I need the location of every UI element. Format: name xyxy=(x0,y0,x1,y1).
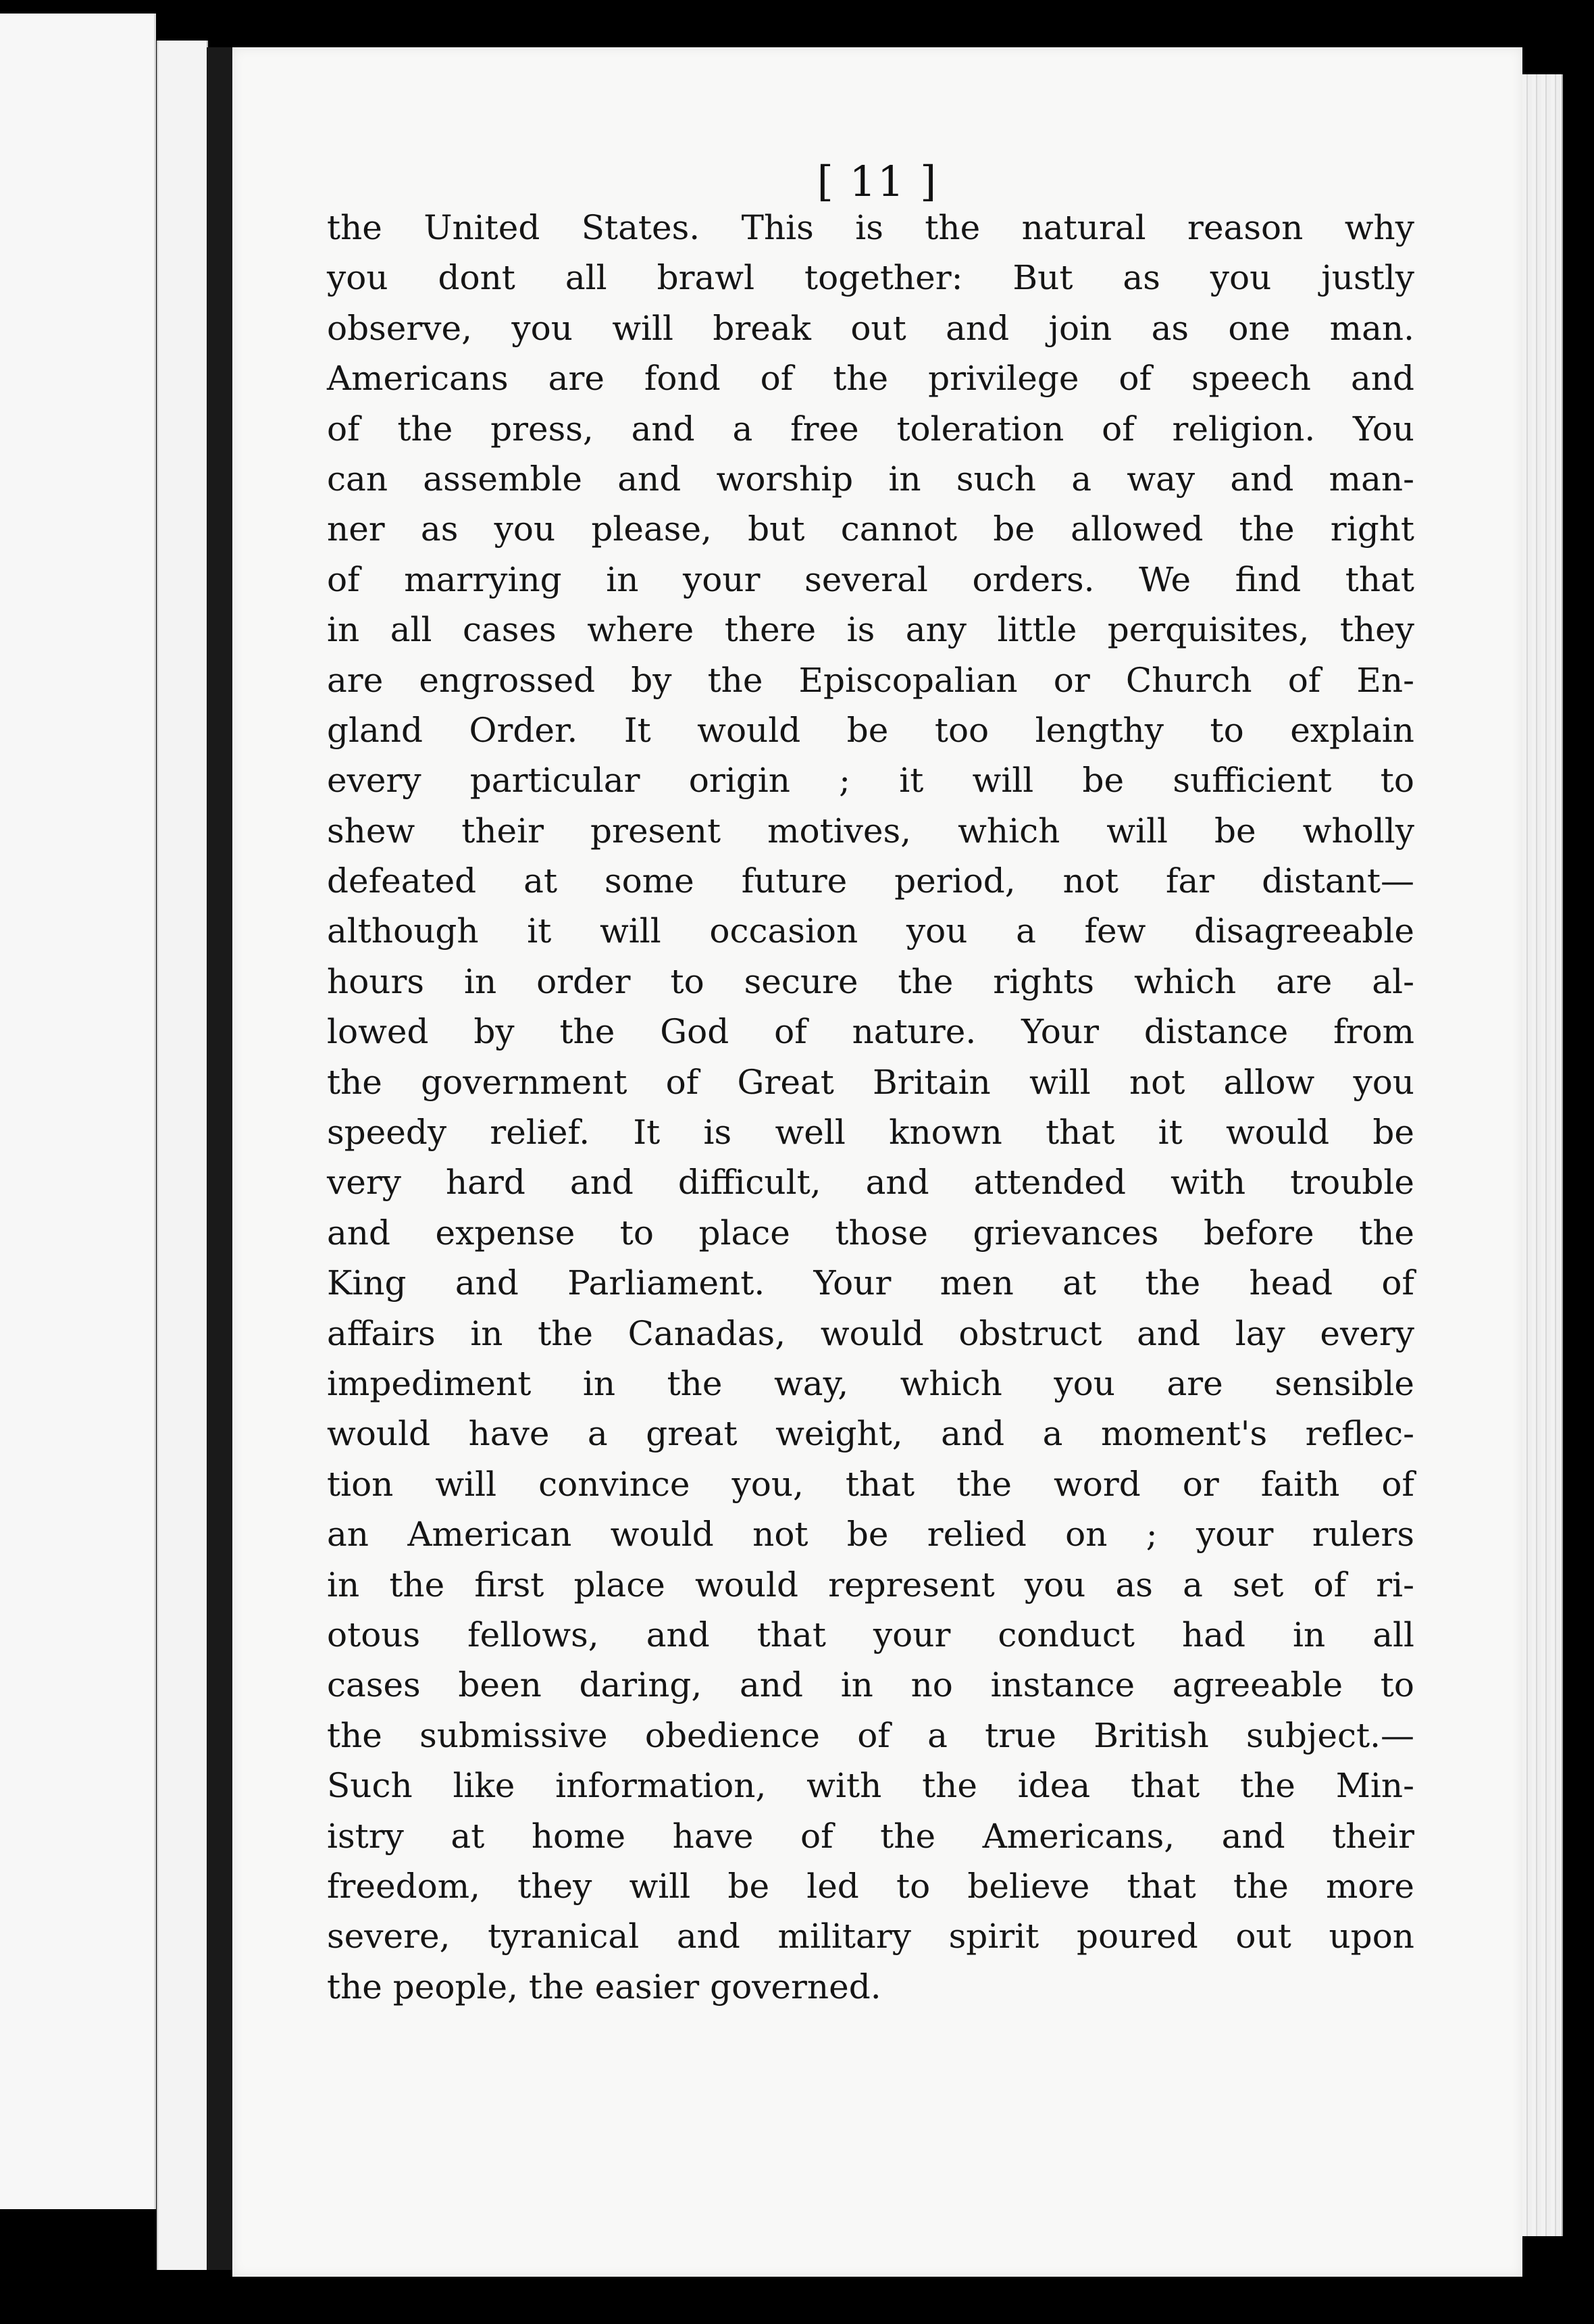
text-line: can assemble and worship in such a way and man- xyxy=(327,459,1414,499)
text-line: every particular origin ; it will be sufficient to xyxy=(327,761,1414,801)
text-line: Americans are fond of the privilege of speech and xyxy=(327,359,1414,399)
text-line: ner as you please, but cannot be allowed the right xyxy=(327,509,1414,549)
text-line: lowed by the God of nature. Your distance from xyxy=(327,1012,1414,1052)
text-line: hours in order to secure the rights which are al- xyxy=(327,961,1414,1001)
text-line: cases been daring, and in no instance agreeable to xyxy=(327,1665,1414,1705)
text-line: in the first place would represent you as a set of ri- xyxy=(327,1565,1414,1605)
body-text xyxy=(327,203,1414,2012)
text-line: King and Parliament. Your men at the head of xyxy=(327,1263,1414,1303)
text-line: the people, the easier governed. xyxy=(327,1967,881,2006)
text-line: impediment in the way, which you are sensible xyxy=(327,1363,1414,1403)
text-line: observe, you will break out and join as one man. xyxy=(327,308,1414,348)
text-line: affairs in the Canadas, would obstruct and lay every xyxy=(327,1313,1414,1353)
text-line: are engrossed by the Episcopalian or Church of En- xyxy=(327,660,1414,700)
gutter-shadow xyxy=(207,47,232,2270)
text-line: gland Order. It would be too lengthy to explain xyxy=(327,710,1414,750)
text-line: in all cases where there is any little perquisites, they xyxy=(327,610,1414,650)
text-line: tion will convince you, that the word or faith of xyxy=(327,1464,1414,1504)
text-line: you dont all brawl together: But as you justly xyxy=(327,258,1414,298)
text-line: the United States. This is the natural reason why xyxy=(327,208,1414,247)
text-line: Such like information, with the idea that the Min- xyxy=(327,1766,1414,1806)
text-line: of marrying in your several orders. We find that xyxy=(327,559,1414,599)
text-line: severe, tyranical and military spirit poured out upon xyxy=(327,1917,1414,1956)
text-line: the government of Great Britain will not allow you xyxy=(327,1062,1414,1102)
text-line: very hard and difficult, and attended with trouble xyxy=(327,1163,1414,1203)
text-line: otous fellows, and that your conduct had in all xyxy=(327,1615,1414,1654)
page-edge xyxy=(1522,74,1563,2236)
binding-strip xyxy=(157,41,208,2270)
text-line: freedom, they will be led to believe that the more xyxy=(327,1866,1414,1906)
page-number: [ 11 ] xyxy=(817,157,938,206)
text-line: shew their present motives, which will be wholly xyxy=(327,811,1414,851)
text-line: speedy relief. It is well known that it would be xyxy=(327,1113,1414,1153)
adjacent-page-edge xyxy=(0,14,156,2209)
text-line: of the press, and a free toleration of religion. You xyxy=(327,409,1414,449)
text-line: would have a great weight, and a moment's reflec- xyxy=(327,1414,1414,1454)
text-line: istry at home have of the Americans, and their xyxy=(327,1816,1414,1856)
text-line: defeated at some future period, not far distant— xyxy=(327,861,1414,901)
book-page xyxy=(232,47,1522,2277)
text-line: and expense to place those grievances before the xyxy=(327,1213,1414,1253)
text-line: the submissive obedience of a true British subject.— xyxy=(327,1715,1414,1755)
text-line: although it will occasion you a few disagreeable xyxy=(327,911,1414,951)
text-line: an American would not be relied on ; your rulers xyxy=(327,1515,1414,1555)
